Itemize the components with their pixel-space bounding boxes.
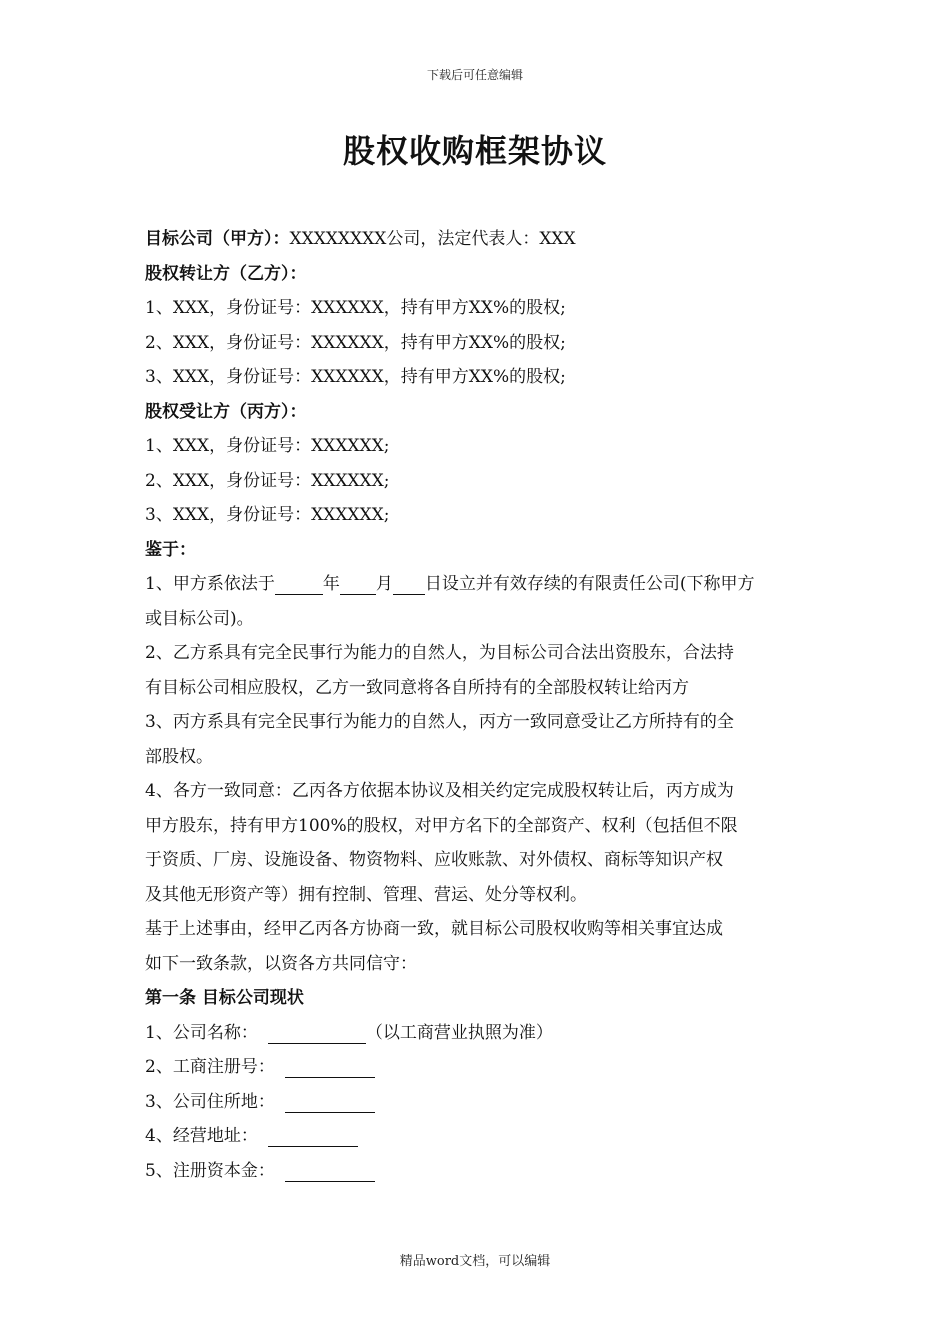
- fill-blank-registration-number: [285, 1057, 375, 1078]
- party-b-item: 1、XXX，身份证号：XXXXXX，持有甲方XX%的股权;: [145, 298, 566, 318]
- whereas-paragraph-3-cont: 部股权。: [145, 746, 213, 767]
- text-segment: 年: [322, 574, 340, 594]
- field-label: 3、公司住所地：: [145, 1091, 275, 1112]
- text-segment: 日设立并有效存续的有限责任公司(下称甲方: [424, 574, 755, 594]
- fill-blank-day: [393, 574, 425, 595]
- whereas-paragraph-1-cont: 或目标公司)。: [145, 608, 254, 629]
- fill-blank-business-address: [268, 1126, 358, 1147]
- party-a-text: XXXXXXXX公司，法定代表人：XXX: [289, 229, 576, 249]
- article-1-heading: 第一条 目标公司现状: [145, 988, 304, 1008]
- whereas-paragraph-5-cont: 如下一致条款，以资各方共同信守：: [145, 953, 417, 974]
- party-c-label: 股权受让方（丙方）：: [145, 401, 307, 422]
- party-a-label: 目标公司（甲方）：: [145, 229, 290, 249]
- party-b-item: 3、XXX，身份证号：XXXXXX，持有甲方XX%的股权;: [145, 367, 566, 387]
- party-b-label: 股权转让方（乙方）：: [145, 263, 307, 284]
- whereas-paragraph-4-cont: 及其他无形资产等）拥有控制、管理、营运、处分等权利。: [145, 884, 587, 905]
- fill-blank-year: [275, 574, 323, 595]
- field-label: 5、注册资本金：: [145, 1160, 275, 1181]
- registered-capital-line: [145, 1154, 805, 1189]
- document-title: 股权收购框架协议: [342, 132, 607, 170]
- whereas-paragraph-1: [145, 567, 805, 602]
- text-segment: 月: [375, 574, 393, 594]
- whereas-paragraph-2-cont: 有目标公司相应股权，乙方一致同意将各自所持有的全部股权转让给丙方: [145, 677, 689, 698]
- whereas-label: 鉴于：: [145, 539, 196, 560]
- field-label: 1、公司名称：: [145, 1022, 258, 1043]
- fill-blank-company-address: [285, 1092, 375, 1113]
- fill-blank-registered-capital: [285, 1161, 375, 1182]
- whereas-paragraph-2: 2、乙方系具有完全民事行为能力的自然人，为目标公司合法出资股东，合法持: [145, 643, 734, 663]
- whereas-paragraph-4-cont: 甲方股东，持有甲方100%的股权，对甲方名下的全部资产、权利（包括但不限: [145, 815, 738, 836]
- party-b-item: 2、XXX，身份证号：XXXXXX，持有甲方XX%的股权;: [145, 332, 566, 353]
- field-label: 2、工商注册号：: [145, 1057, 275, 1077]
- registration-number-line: [145, 1050, 805, 1085]
- field-label: 4、经营地址：: [145, 1126, 258, 1146]
- fill-blank-month: [340, 574, 376, 595]
- party-c-item: 2、XXX，身份证号：XXXXXX;: [145, 470, 390, 491]
- business-address-line: [145, 1119, 805, 1154]
- party-c-item: 3、XXX，身份证号：XXXXXX;: [145, 505, 390, 525]
- page-header: 下载后可任意编辑: [426, 68, 523, 82]
- whereas-paragraph-3: 3、丙方系具有完全民事行为能力的自然人，丙方一致同意受让乙方所持有的全: [145, 712, 734, 732]
- whereas-paragraph-4-cont: 于资质、厂房、设施设备、物资物料、应收账款、对外债权、商标等知识产权: [145, 850, 723, 870]
- whereas-paragraph-4: 4、各方一致同意：乙丙各方依据本协议及相关约定完成股权转让后，丙方成为: [145, 781, 734, 801]
- document-body: [145, 222, 805, 1188]
- company-name-line: [145, 1016, 805, 1051]
- field-note: （以工商营业执照为准）: [365, 1022, 553, 1043]
- party-a-line: [145, 222, 805, 257]
- party-c-item: 1、XXX，身份证号：XXXXXX;: [145, 436, 390, 456]
- fill-blank-company-name: [268, 1023, 366, 1044]
- page-footer: 精品word文档，可以编辑: [399, 1254, 551, 1269]
- whereas-paragraph-5: 基于上述事由，经甲乙丙各方协商一致，就目标公司股权收购等相关事宜达成: [145, 919, 723, 939]
- text-segment: 1、甲方系依法于: [145, 574, 275, 594]
- company-address-line: [145, 1085, 805, 1120]
